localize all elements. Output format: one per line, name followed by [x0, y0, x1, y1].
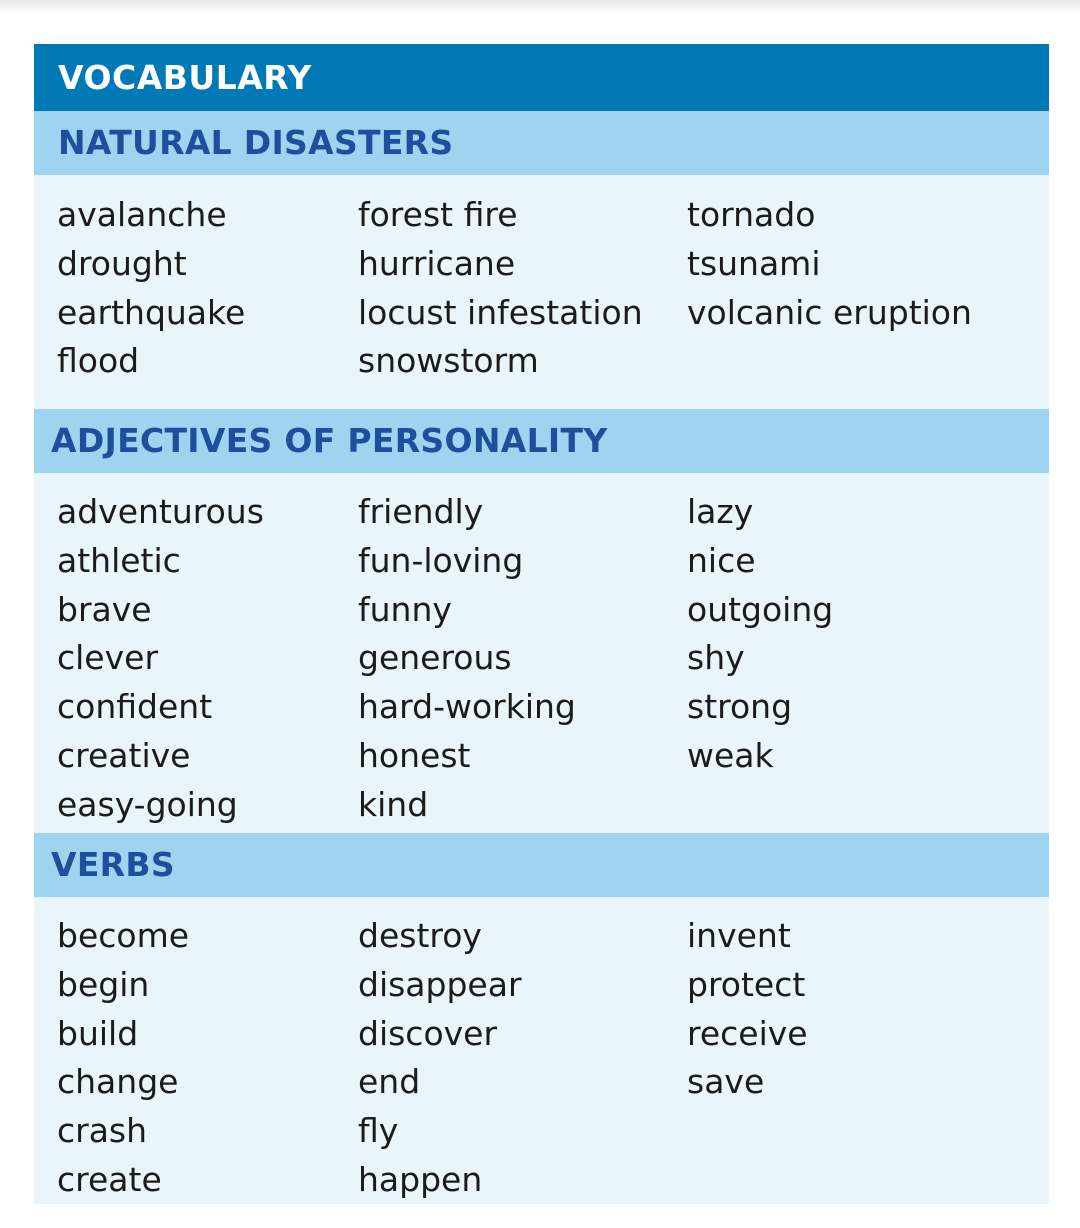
section-natural-disasters	[34, 111, 1049, 409]
word-column	[687, 912, 808, 1107]
vocab-word: volcanic eruption	[687, 292, 972, 332]
vocab-word: create	[57, 1159, 162, 1199]
vocab-word: destroy	[358, 916, 482, 955]
word-column	[57, 191, 245, 386]
word-grid	[34, 473, 1049, 830]
vocab-word: locust infestation	[358, 292, 643, 332]
vocab-word: hurricane	[358, 243, 516, 283]
vocab-word: generous	[358, 638, 512, 678]
word-column	[358, 488, 576, 830]
vocab-word: fun-loving	[358, 540, 524, 580]
word-grid	[34, 897, 1049, 1204]
vocab-word: strong	[687, 687, 793, 727]
vocab-word: begin	[57, 964, 150, 1004]
vocab-word: tsunami	[687, 243, 821, 283]
section-adjectives-of-personality	[34, 409, 1049, 830]
vocab-word: clever	[57, 638, 159, 678]
word-column	[687, 191, 972, 337]
vocab-word: easy-going	[57, 784, 238, 824]
vocab-word: hard-working	[358, 687, 576, 727]
vocab-word: flood	[57, 341, 140, 381]
vocab-word: tornado	[687, 195, 816, 234]
vocab-word: forest fire	[358, 195, 518, 234]
vocab-word: invent	[687, 916, 791, 955]
vocab-word: confident	[57, 687, 213, 727]
vocab-word: become	[57, 916, 190, 955]
vocab-word: weak	[687, 735, 774, 775]
vocab-word: build	[57, 1013, 139, 1053]
vocab-word: nice	[687, 540, 756, 580]
vocab-word: brave	[57, 589, 152, 629]
vocab-word: discover	[358, 1013, 498, 1053]
word-grid	[34, 175, 1049, 409]
word-column	[358, 191, 643, 386]
vocabulary-panel	[34, 44, 1049, 1204]
section-header: VERBS	[34, 833, 1049, 897]
vocab-word: drought	[57, 243, 187, 283]
vocab-word: earthquake	[57, 292, 246, 332]
word-column	[57, 488, 264, 830]
vocab-word: kind	[358, 784, 429, 824]
vocab-word: disappear	[358, 964, 522, 1004]
vocab-word: shy	[687, 638, 745, 678]
vocab-word: avalanche	[57, 195, 227, 234]
vocab-word: funny	[358, 589, 452, 629]
section-verbs	[34, 833, 1049, 1204]
vocab-word: outgoing	[687, 589, 834, 629]
panel-title: VOCABULARY	[34, 44, 1049, 111]
top-shadow	[0, 0, 1080, 14]
vocab-word: fly	[358, 1111, 399, 1151]
vocab-word: adventurous	[57, 492, 264, 531]
vocab-word: creative	[57, 735, 191, 775]
vocab-word: crash	[57, 1111, 148, 1151]
vocab-word: happen	[358, 1159, 483, 1199]
vocab-word: snowstorm	[358, 341, 539, 381]
vocab-word: end	[358, 1062, 421, 1102]
section-header: NATURAL DISASTERS	[34, 111, 1049, 175]
vocab-word: athletic	[57, 540, 181, 580]
vocab-word: friendly	[358, 492, 484, 531]
word-column	[687, 488, 833, 781]
vocab-word: save	[687, 1062, 765, 1102]
vocab-word: honest	[358, 735, 471, 775]
vocab-word: lazy	[687, 492, 754, 531]
word-column	[358, 912, 522, 1205]
vocab-word: receive	[687, 1013, 808, 1053]
vocab-word: protect	[687, 964, 806, 1004]
vocab-word: change	[57, 1062, 179, 1102]
section-header: ADJECTIVES OF PERSONALITY	[34, 409, 1049, 473]
word-column	[57, 912, 189, 1205]
